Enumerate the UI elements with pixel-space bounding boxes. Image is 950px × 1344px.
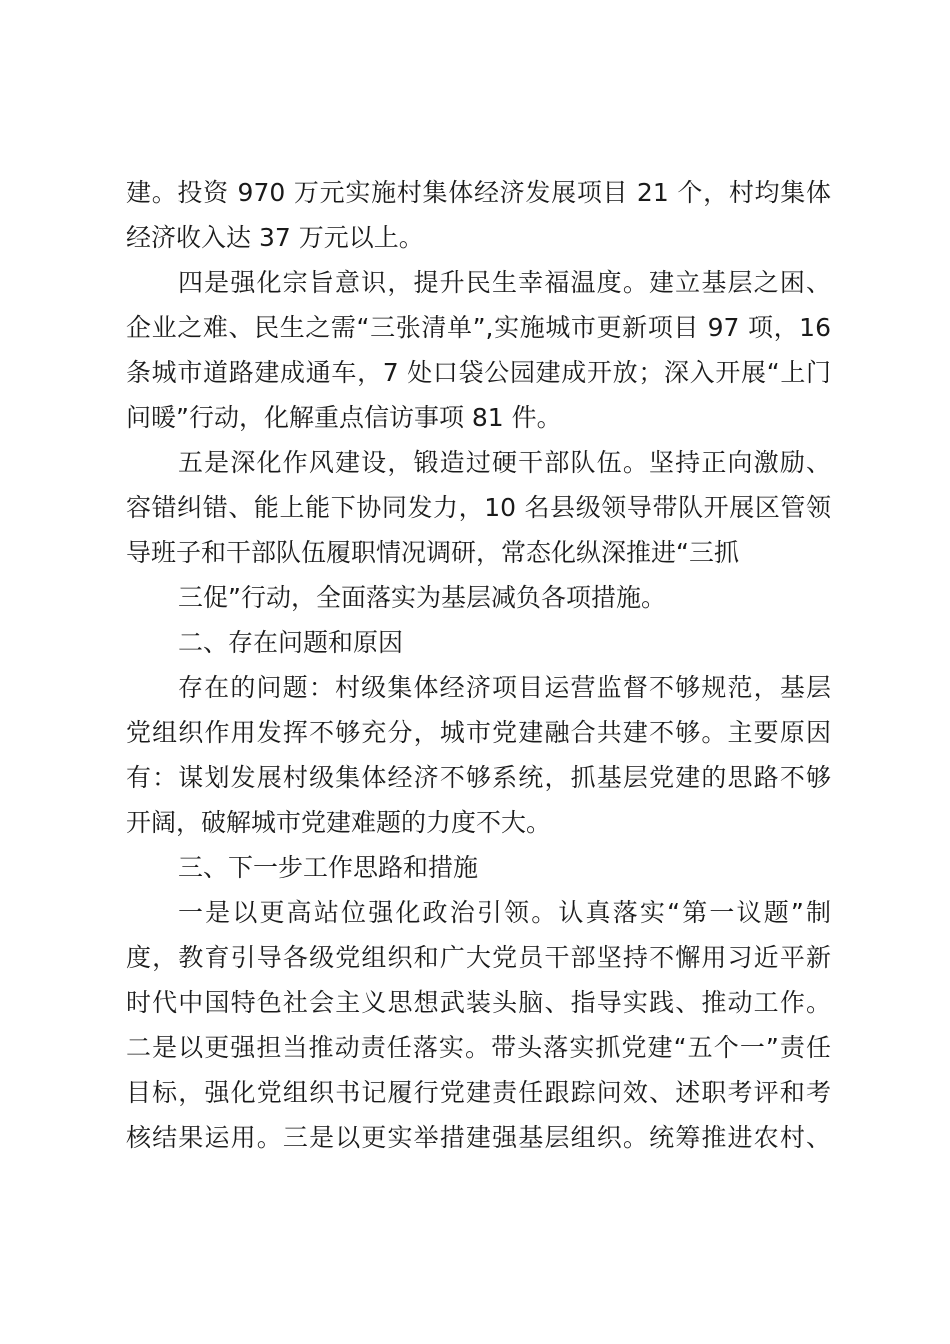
text-line: 度，教育引导各级党组织和广大党员干部坚持不懈用习近平新 (126, 943, 831, 972)
text-line: 企业之难、民生之需“三张清单”,实施城市更新项目 97 项，16 (126, 313, 831, 342)
text-line: 核结果运用。三是以更实举措建强基层组织。统筹推进农村、 (126, 1123, 831, 1152)
text-line: 有：谋划发展村级集体经济不够系统，抓基层党建的思路不够 (126, 763, 831, 792)
text-line: 存在的问题：村级集体经济项目运营监督不够规范，基层 (178, 673, 831, 702)
text-line: 时代中国特色社会主义思想武装头脑、指导实践、推动工作。 (126, 988, 831, 1017)
text-line: 目标，强化党组织书记履行党建责任跟踪问效、述职考评和考 (126, 1078, 831, 1107)
text-line: 开阔，破解城市党建难题的力度不大。 (126, 808, 552, 837)
document-body (126, 170, 831, 1160)
text-line: 党组织作用发挥不够充分，城市党建融合共建不够。主要原因 (126, 718, 831, 747)
text-line: 经济收入达 37 万元以上。 (126, 223, 424, 252)
text-line: 二、存在问题和原因 (178, 628, 404, 657)
text-line: 容错纠错、能上能下协同发力，10 名县级领导带队开展区管领 (126, 493, 831, 522)
text-line: 导班子和干部队伍履职情况调研，常态化纵深推进“三抓 (126, 538, 739, 567)
text-line: 二是以更强担当推动责任落实。带头落实抓党建“五个一”责任 (126, 1033, 831, 1062)
text-line: 三、下一步工作思路和措施 (178, 853, 479, 882)
text-line: 三促”行动，全面落实为基层减负各项措施。 (178, 583, 666, 612)
text-line: 问暖”行动，化解重点信访事项 81 件。 (126, 403, 562, 432)
text-line: 一是以更高站位强化政治引领。认真落实“第一议题”制 (178, 898, 831, 927)
text-line: 四是强化宗旨意识，提升民生幸福温度。建立基层之困、 (178, 268, 831, 297)
text-line: 条城市道路建成通车，7 处口袋公园建成开放；深入开展“上门 (126, 358, 831, 387)
text-line: 五是深化作风建设，锻造过硬干部队伍。坚持正向激励、 (178, 448, 831, 477)
text-line: 建。投资 970 万元实施村集体经济发展项目 21 个，村均集体 (126, 178, 831, 207)
